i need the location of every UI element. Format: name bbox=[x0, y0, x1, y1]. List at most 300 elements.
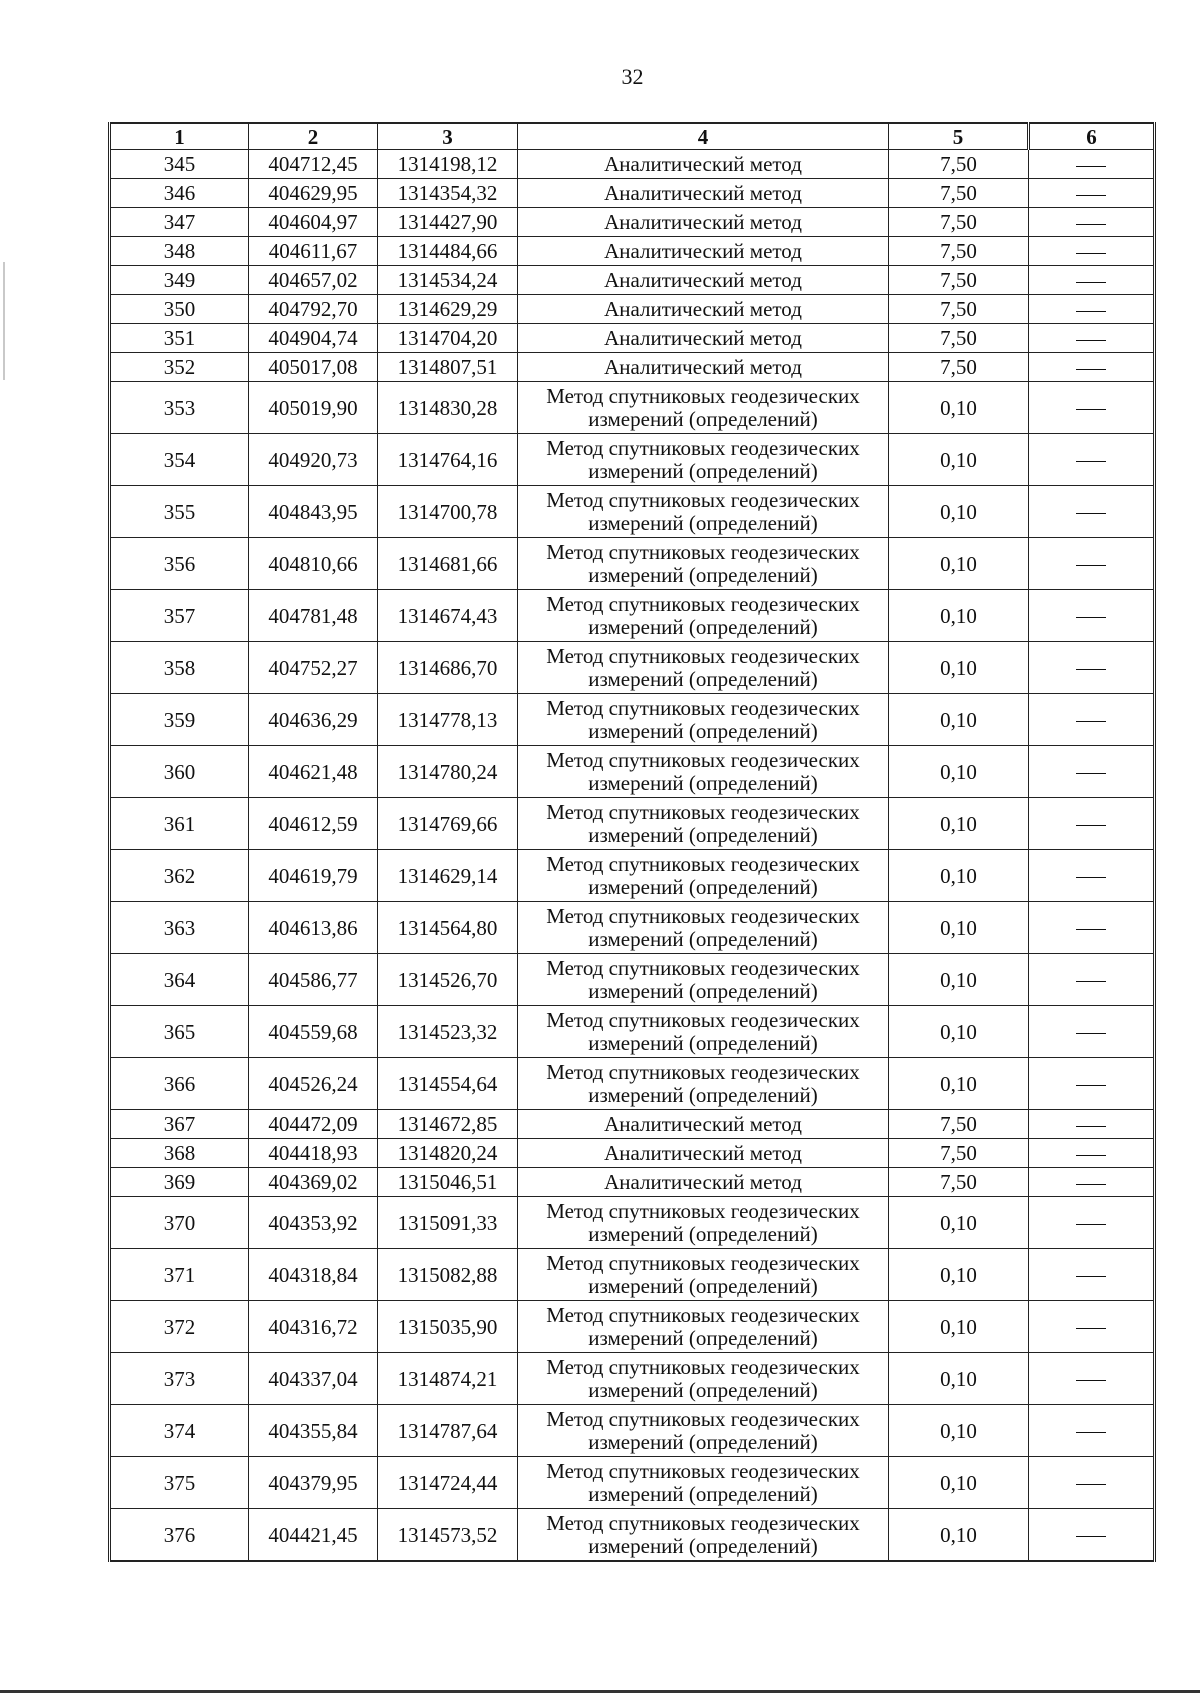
note-cell bbox=[1029, 486, 1155, 538]
method-cell bbox=[518, 179, 889, 208]
x-coordinate-cell: 404418,93 bbox=[249, 1139, 378, 1168]
table-row bbox=[110, 590, 1155, 642]
note-dash bbox=[1076, 282, 1106, 283]
method-text-line2: измерений (определений) bbox=[588, 874, 818, 899]
method-text: Аналитический метод bbox=[604, 1169, 802, 1194]
note-cell bbox=[1029, 1058, 1155, 1110]
point-number-cell: 347 bbox=[110, 208, 249, 237]
method-cell bbox=[518, 1110, 889, 1139]
table-row bbox=[110, 486, 1155, 538]
table-row bbox=[110, 1405, 1155, 1457]
header-col-3: 3 bbox=[378, 123, 518, 150]
method-cell bbox=[518, 486, 889, 538]
table-row bbox=[110, 179, 1155, 208]
note-dash bbox=[1076, 253, 1106, 254]
header-col-6: 6 bbox=[1029, 123, 1155, 150]
method-text-line2: измерений (определений) bbox=[588, 770, 818, 795]
method-text-line2: измерений (определений) bbox=[588, 1533, 818, 1558]
method-cell bbox=[518, 850, 889, 902]
method-cell bbox=[518, 694, 889, 746]
y-coordinate-cell: 1315091,33 bbox=[378, 1197, 518, 1249]
method-text: Аналитический метод bbox=[604, 354, 802, 379]
method-text-line2: измерений (определений) bbox=[588, 1221, 818, 1246]
note-dash bbox=[1076, 311, 1106, 312]
accuracy-cell: 0,10 bbox=[889, 954, 1029, 1006]
method-cell bbox=[518, 1249, 889, 1301]
note-cell bbox=[1029, 1249, 1155, 1301]
table-row bbox=[110, 353, 1155, 382]
note-cell bbox=[1029, 266, 1155, 295]
scan-bottom-rule bbox=[0, 1690, 1200, 1693]
coordinates-table bbox=[108, 122, 1156, 1562]
accuracy-cell: 7,50 bbox=[889, 208, 1029, 237]
accuracy-cell: 7,50 bbox=[889, 266, 1029, 295]
note-cell bbox=[1029, 954, 1155, 1006]
table-row bbox=[110, 1457, 1155, 1509]
method-text: Метод спутниковых геодезических bbox=[546, 539, 860, 564]
point-number-cell: 372 bbox=[110, 1301, 249, 1353]
y-coordinate-cell: 1314554,64 bbox=[378, 1058, 518, 1110]
note-dash bbox=[1076, 1126, 1106, 1127]
table-row bbox=[110, 1139, 1155, 1168]
table-row bbox=[110, 538, 1155, 590]
method-text-line2: измерений (определений) bbox=[588, 406, 818, 431]
note-dash bbox=[1076, 1155, 1106, 1156]
point-number-cell: 358 bbox=[110, 642, 249, 694]
x-coordinate-cell: 404379,95 bbox=[249, 1457, 378, 1509]
accuracy-cell: 0,10 bbox=[889, 1249, 1029, 1301]
header-col-1: 1 bbox=[110, 123, 249, 150]
accuracy-cell: 0,10 bbox=[889, 590, 1029, 642]
method-cell bbox=[518, 798, 889, 850]
method-cell bbox=[518, 538, 889, 590]
accuracy-cell: 7,50 bbox=[889, 295, 1029, 324]
table-row bbox=[110, 1110, 1155, 1139]
table-row bbox=[110, 642, 1155, 694]
table-row bbox=[110, 1168, 1155, 1197]
table-row bbox=[110, 324, 1155, 353]
point-number-cell: 352 bbox=[110, 353, 249, 382]
page-number: 32 bbox=[621, 64, 644, 89]
table-row bbox=[110, 902, 1155, 954]
point-number-cell: 363 bbox=[110, 902, 249, 954]
note-dash bbox=[1076, 1033, 1106, 1034]
x-coordinate-cell: 404629,95 bbox=[249, 179, 378, 208]
method-text: Аналитический метод bbox=[604, 180, 802, 205]
point-number-cell: 360 bbox=[110, 746, 249, 798]
method-cell bbox=[518, 1353, 889, 1405]
y-coordinate-cell: 1314672,85 bbox=[378, 1110, 518, 1139]
method-cell bbox=[518, 642, 889, 694]
accuracy-cell: 0,10 bbox=[889, 486, 1029, 538]
method-text: Метод спутниковых геодезических bbox=[546, 487, 860, 512]
method-text-line2: измерений (определений) bbox=[588, 614, 818, 639]
note-cell bbox=[1029, 746, 1155, 798]
x-coordinate-cell: 404843,95 bbox=[249, 486, 378, 538]
point-number-cell: 369 bbox=[110, 1168, 249, 1197]
method-text: Аналитический метод bbox=[604, 1111, 802, 1136]
method-text-line2: измерений (определений) bbox=[588, 510, 818, 535]
y-coordinate-cell: 1314629,29 bbox=[378, 295, 518, 324]
note-cell bbox=[1029, 150, 1155, 179]
point-number-cell: 362 bbox=[110, 850, 249, 902]
accuracy-cell: 7,50 bbox=[889, 353, 1029, 382]
table-row bbox=[110, 237, 1155, 266]
note-cell bbox=[1029, 382, 1155, 434]
note-cell bbox=[1029, 1509, 1155, 1562]
note-cell bbox=[1029, 1405, 1155, 1457]
method-cell bbox=[518, 150, 889, 179]
accuracy-cell: 0,10 bbox=[889, 746, 1029, 798]
point-number-cell: 354 bbox=[110, 434, 249, 486]
note-dash bbox=[1076, 369, 1106, 370]
x-coordinate-cell: 404353,92 bbox=[249, 1197, 378, 1249]
accuracy-cell: 0,10 bbox=[889, 902, 1029, 954]
x-coordinate-cell: 404712,45 bbox=[249, 150, 378, 179]
y-coordinate-cell: 1314724,44 bbox=[378, 1457, 518, 1509]
x-coordinate-cell: 404781,48 bbox=[249, 590, 378, 642]
method-text: Метод спутниковых геодезических bbox=[546, 591, 860, 616]
method-text: Аналитический метод bbox=[604, 209, 802, 234]
y-coordinate-cell: 1314526,70 bbox=[378, 954, 518, 1006]
table-header-row bbox=[110, 123, 1155, 150]
method-text-line2: измерений (определений) bbox=[588, 1030, 818, 1055]
method-cell bbox=[518, 746, 889, 798]
method-cell bbox=[518, 1006, 889, 1058]
accuracy-cell: 0,10 bbox=[889, 1509, 1029, 1562]
method-cell bbox=[518, 1509, 889, 1562]
accuracy-cell: 0,10 bbox=[889, 1058, 1029, 1110]
point-number-cell: 371 bbox=[110, 1249, 249, 1301]
point-number-cell: 375 bbox=[110, 1457, 249, 1509]
y-coordinate-cell: 1315082,88 bbox=[378, 1249, 518, 1301]
method-text: Метод спутниковых геодезических bbox=[546, 1302, 860, 1327]
x-coordinate-cell: 404369,02 bbox=[249, 1168, 378, 1197]
y-coordinate-cell: 1315046,51 bbox=[378, 1168, 518, 1197]
y-coordinate-cell: 1314769,66 bbox=[378, 798, 518, 850]
y-coordinate-cell: 1314787,64 bbox=[378, 1405, 518, 1457]
method-text: Метод спутниковых геодезических bbox=[546, 1059, 860, 1084]
method-cell bbox=[518, 353, 889, 382]
method-text-line2: измерений (определений) bbox=[588, 458, 818, 483]
method-text-line2: измерений (определений) bbox=[588, 1082, 818, 1107]
method-cell bbox=[518, 295, 889, 324]
y-coordinate-cell: 1314198,12 bbox=[378, 150, 518, 179]
point-number-cell: 345 bbox=[110, 150, 249, 179]
table-row bbox=[110, 954, 1155, 1006]
x-coordinate-cell: 404611,67 bbox=[249, 237, 378, 266]
note-cell bbox=[1029, 179, 1155, 208]
point-number-cell: 364 bbox=[110, 954, 249, 1006]
method-cell bbox=[518, 266, 889, 295]
method-text: Аналитический метод bbox=[604, 267, 802, 292]
note-cell bbox=[1029, 237, 1155, 266]
point-number-cell: 346 bbox=[110, 179, 249, 208]
x-coordinate-cell: 404355,84 bbox=[249, 1405, 378, 1457]
accuracy-cell: 0,10 bbox=[889, 1197, 1029, 1249]
y-coordinate-cell: 1314820,24 bbox=[378, 1139, 518, 1168]
note-cell bbox=[1029, 642, 1155, 694]
note-cell bbox=[1029, 1197, 1155, 1249]
note-dash bbox=[1076, 565, 1106, 566]
note-cell bbox=[1029, 850, 1155, 902]
y-coordinate-cell: 1314778,13 bbox=[378, 694, 518, 746]
table-row bbox=[110, 1058, 1155, 1110]
point-number-cell: 355 bbox=[110, 486, 249, 538]
table-row bbox=[110, 1006, 1155, 1058]
point-number-cell: 368 bbox=[110, 1139, 249, 1168]
x-coordinate-cell: 404318,84 bbox=[249, 1249, 378, 1301]
accuracy-cell: 0,10 bbox=[889, 1353, 1029, 1405]
note-cell bbox=[1029, 1006, 1155, 1058]
method-text: Метод спутниковых геодезических bbox=[546, 383, 860, 408]
point-number-cell: 357 bbox=[110, 590, 249, 642]
accuracy-cell: 0,10 bbox=[889, 1405, 1029, 1457]
y-coordinate-cell: 1315035,90 bbox=[378, 1301, 518, 1353]
method-text: Аналитический метод bbox=[604, 151, 802, 176]
method-text-line2: измерений (определений) bbox=[588, 1273, 818, 1298]
note-dash bbox=[1076, 669, 1106, 670]
note-cell bbox=[1029, 694, 1155, 746]
method-text-line2: измерений (определений) bbox=[588, 1481, 818, 1506]
accuracy-cell: 7,50 bbox=[889, 324, 1029, 353]
note-dash bbox=[1076, 1224, 1106, 1225]
header-col-4: 4 bbox=[518, 123, 889, 150]
y-coordinate-cell: 1314484,66 bbox=[378, 237, 518, 266]
table-row bbox=[110, 295, 1155, 324]
table-row bbox=[110, 1197, 1155, 1249]
x-coordinate-cell: 404586,77 bbox=[249, 954, 378, 1006]
note-dash bbox=[1076, 513, 1106, 514]
note-dash bbox=[1076, 773, 1106, 774]
table-row bbox=[110, 1353, 1155, 1405]
note-dash bbox=[1076, 195, 1106, 196]
note-dash bbox=[1076, 877, 1106, 878]
table-row bbox=[110, 694, 1155, 746]
point-number-cell: 367 bbox=[110, 1110, 249, 1139]
point-number-cell: 351 bbox=[110, 324, 249, 353]
note-cell bbox=[1029, 208, 1155, 237]
point-number-cell: 365 bbox=[110, 1006, 249, 1058]
method-cell bbox=[518, 1139, 889, 1168]
note-dash bbox=[1076, 1380, 1106, 1381]
note-cell bbox=[1029, 295, 1155, 324]
table-row bbox=[110, 150, 1155, 179]
header-col-2: 2 bbox=[249, 123, 378, 150]
point-number-cell: 361 bbox=[110, 798, 249, 850]
method-text: Метод спутниковых геодезических bbox=[546, 1007, 860, 1032]
method-text: Метод спутниковых геодезических bbox=[546, 955, 860, 980]
method-text: Метод спутниковых геодезических bbox=[546, 643, 860, 668]
note-dash bbox=[1076, 1328, 1106, 1329]
note-dash bbox=[1076, 1184, 1106, 1185]
note-cell bbox=[1029, 1457, 1155, 1509]
point-number-cell: 374 bbox=[110, 1405, 249, 1457]
note-dash bbox=[1076, 1484, 1106, 1485]
method-text: Метод спутниковых геодезических bbox=[546, 1458, 860, 1483]
note-cell bbox=[1029, 324, 1155, 353]
y-coordinate-cell: 1314674,43 bbox=[378, 590, 518, 642]
table-row bbox=[110, 1509, 1155, 1562]
point-number-cell: 356 bbox=[110, 538, 249, 590]
accuracy-cell: 0,10 bbox=[889, 538, 1029, 590]
accuracy-cell: 0,10 bbox=[889, 1006, 1029, 1058]
y-coordinate-cell: 1314681,66 bbox=[378, 538, 518, 590]
note-cell bbox=[1029, 1168, 1155, 1197]
x-coordinate-cell: 405017,08 bbox=[249, 353, 378, 382]
note-dash bbox=[1076, 1432, 1106, 1433]
accuracy-cell: 0,10 bbox=[889, 850, 1029, 902]
accuracy-cell: 0,10 bbox=[889, 642, 1029, 694]
method-cell bbox=[518, 1197, 889, 1249]
method-cell bbox=[518, 902, 889, 954]
y-coordinate-cell: 1314629,14 bbox=[378, 850, 518, 902]
y-coordinate-cell: 1314354,32 bbox=[378, 179, 518, 208]
x-coordinate-cell: 404613,86 bbox=[249, 902, 378, 954]
x-coordinate-cell: 404472,09 bbox=[249, 1110, 378, 1139]
header-col-5: 5 bbox=[889, 123, 1029, 150]
x-coordinate-cell: 404619,79 bbox=[249, 850, 378, 902]
accuracy-cell: 7,50 bbox=[889, 237, 1029, 266]
y-coordinate-cell: 1314523,32 bbox=[378, 1006, 518, 1058]
note-cell bbox=[1029, 798, 1155, 850]
method-cell bbox=[518, 1457, 889, 1509]
accuracy-cell: 0,10 bbox=[889, 1457, 1029, 1509]
y-coordinate-cell: 1314686,70 bbox=[378, 642, 518, 694]
accuracy-cell: 0,10 bbox=[889, 382, 1029, 434]
accuracy-cell: 0,10 bbox=[889, 798, 1029, 850]
note-dash bbox=[1076, 1085, 1106, 1086]
method-text-line2: измерений (определений) bbox=[588, 1325, 818, 1350]
point-number-cell: 349 bbox=[110, 266, 249, 295]
method-cell bbox=[518, 1168, 889, 1197]
x-coordinate-cell: 404752,27 bbox=[249, 642, 378, 694]
x-coordinate-cell: 404636,29 bbox=[249, 694, 378, 746]
point-number-cell: 359 bbox=[110, 694, 249, 746]
note-dash bbox=[1076, 929, 1106, 930]
table-row bbox=[110, 1249, 1155, 1301]
y-coordinate-cell: 1314874,21 bbox=[378, 1353, 518, 1405]
method-cell bbox=[518, 434, 889, 486]
x-coordinate-cell: 404559,68 bbox=[249, 1006, 378, 1058]
y-coordinate-cell: 1314700,78 bbox=[378, 486, 518, 538]
note-dash bbox=[1076, 166, 1106, 167]
point-number-cell: 370 bbox=[110, 1197, 249, 1249]
table-row bbox=[110, 434, 1155, 486]
table-row bbox=[110, 208, 1155, 237]
table-body bbox=[110, 150, 1155, 1562]
method-text: Аналитический метод bbox=[604, 325, 802, 350]
x-coordinate-cell: 404612,59 bbox=[249, 798, 378, 850]
note-dash bbox=[1076, 1536, 1106, 1537]
table-row bbox=[110, 266, 1155, 295]
note-dash bbox=[1076, 340, 1106, 341]
method-text: Метод спутниковых геодезических bbox=[546, 851, 860, 876]
accuracy-cell: 7,50 bbox=[889, 1168, 1029, 1197]
y-coordinate-cell: 1314764,16 bbox=[378, 434, 518, 486]
x-coordinate-cell: 404337,04 bbox=[249, 1353, 378, 1405]
method-text-line2: измерений (определений) bbox=[588, 1429, 818, 1454]
method-text-line2: измерений (определений) bbox=[588, 978, 818, 1003]
note-dash bbox=[1076, 409, 1106, 410]
method-text: Аналитический метод bbox=[604, 1140, 802, 1165]
method-text-line2: измерений (определений) bbox=[588, 718, 818, 743]
method-cell bbox=[518, 954, 889, 1006]
method-cell bbox=[518, 1405, 889, 1457]
method-text: Метод спутниковых геодезических bbox=[546, 1406, 860, 1431]
y-coordinate-cell: 1314830,28 bbox=[378, 382, 518, 434]
method-text: Метод спутниковых геодезических bbox=[546, 799, 860, 824]
table-row bbox=[110, 382, 1155, 434]
accuracy-cell: 7,50 bbox=[889, 150, 1029, 179]
note-cell bbox=[1029, 434, 1155, 486]
accuracy-cell: 0,10 bbox=[889, 1301, 1029, 1353]
x-coordinate-cell: 404657,02 bbox=[249, 266, 378, 295]
y-coordinate-cell: 1314534,24 bbox=[378, 266, 518, 295]
method-text: Метод спутниковых геодезических bbox=[546, 747, 860, 772]
table-row bbox=[110, 850, 1155, 902]
coordinates-table-container bbox=[108, 122, 1156, 1562]
note-cell bbox=[1029, 353, 1155, 382]
method-text-line2: измерений (определений) bbox=[588, 926, 818, 951]
x-coordinate-cell: 404604,97 bbox=[249, 208, 378, 237]
accuracy-cell: 0,10 bbox=[889, 694, 1029, 746]
note-dash bbox=[1076, 825, 1106, 826]
table-row bbox=[110, 746, 1155, 798]
note-cell bbox=[1029, 1353, 1155, 1405]
method-cell bbox=[518, 1058, 889, 1110]
method-cell bbox=[518, 382, 889, 434]
method-text: Метод спутниковых геодезических bbox=[546, 903, 860, 928]
x-coordinate-cell: 404904,74 bbox=[249, 324, 378, 353]
method-text: Метод спутниковых геодезических bbox=[546, 1354, 860, 1379]
note-cell bbox=[1029, 1139, 1155, 1168]
point-number-cell: 353 bbox=[110, 382, 249, 434]
method-text: Метод спутниковых геодезических bbox=[546, 1510, 860, 1535]
note-cell bbox=[1029, 590, 1155, 642]
method-cell bbox=[518, 1301, 889, 1353]
note-dash bbox=[1076, 617, 1106, 618]
method-text-line2: измерений (определений) bbox=[588, 562, 818, 587]
method-cell bbox=[518, 324, 889, 353]
method-text: Метод спутниковых геодезических bbox=[546, 1198, 860, 1223]
accuracy-cell: 7,50 bbox=[889, 179, 1029, 208]
note-cell bbox=[1029, 538, 1155, 590]
y-coordinate-cell: 1314564,80 bbox=[378, 902, 518, 954]
method-text: Аналитический метод bbox=[604, 238, 802, 263]
x-coordinate-cell: 404810,66 bbox=[249, 538, 378, 590]
x-coordinate-cell: 404421,45 bbox=[249, 1509, 378, 1562]
table-row bbox=[110, 1301, 1155, 1353]
method-text: Аналитический метод bbox=[604, 296, 802, 321]
method-text: Метод спутниковых геодезических bbox=[546, 435, 860, 460]
note-cell bbox=[1029, 1110, 1155, 1139]
point-number-cell: 348 bbox=[110, 237, 249, 266]
method-cell bbox=[518, 590, 889, 642]
table-row bbox=[110, 798, 1155, 850]
accuracy-cell: 0,10 bbox=[889, 434, 1029, 486]
x-coordinate-cell: 405019,90 bbox=[249, 382, 378, 434]
method-text-line2: измерений (определений) bbox=[588, 1377, 818, 1402]
point-number-cell: 373 bbox=[110, 1353, 249, 1405]
note-dash bbox=[1076, 721, 1106, 722]
x-coordinate-cell: 404920,73 bbox=[249, 434, 378, 486]
method-text-line2: измерений (определений) bbox=[588, 666, 818, 691]
x-coordinate-cell: 404792,70 bbox=[249, 295, 378, 324]
note-cell bbox=[1029, 902, 1155, 954]
note-dash bbox=[1076, 981, 1106, 982]
method-text: Метод спутниковых геодезических bbox=[546, 695, 860, 720]
